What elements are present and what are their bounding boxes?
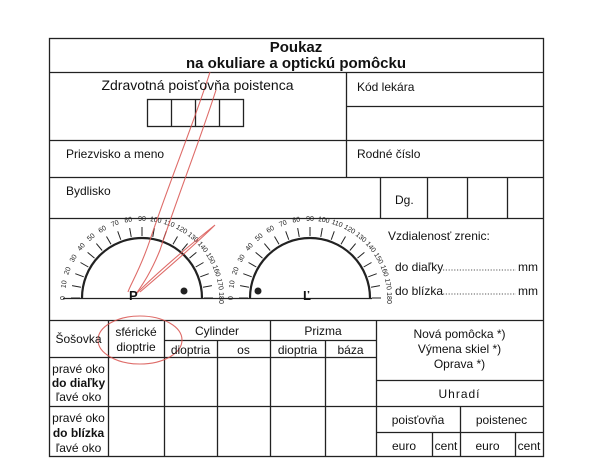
right-dial-label: 60 [265,224,276,235]
right-dial-label: 40 [244,242,255,253]
right-dial-tick [371,286,380,288]
left-dial-label: 30 [68,253,79,264]
near-left-eye-label: ľavé oko [55,441,102,455]
right-dial-label: 90 [306,215,314,223]
option-glass-change: Výmena skiel *) [417,342,502,356]
diagnosis-label: Dg. [395,193,414,207]
near-section-label: do blízka [52,426,105,440]
left-dial-tick [203,286,212,288]
left-dial-tick [189,252,196,258]
birth-number-label: Rodné číslo [357,147,421,161]
option-repair: Oprava *) [433,357,486,371]
right-dial-letter: Ľ [303,288,311,303]
right-dial-label: 180 [385,292,393,304]
insurer-cent-label: cent [434,439,458,453]
left-dial-label: 140 [195,240,209,255]
lens-label: Šošovka [55,332,102,346]
spherical-unit-label: dioptrie [116,340,156,354]
right-dial-tick [240,286,249,288]
cylinder-axis-label: os [237,343,250,357]
left-dial-label: 60 [97,224,108,235]
left-dial-tick [173,237,178,245]
left-dial-tick [88,252,95,258]
right-dial-label: 70 [278,219,288,229]
far-right-eye-label: pravé oko [52,362,105,376]
form-title: Poukaz [269,39,323,56]
left-dial-label: 160 [210,264,222,278]
insurer-euro-label: euro [391,439,417,453]
prism-base-label: báza [337,343,364,357]
right-dial-label: 170 [382,277,392,291]
cylinder-label: Cylinder [194,324,239,338]
left-dial-label: 80 [123,216,133,225]
right-dial-label: 80 [291,216,301,225]
prism-diopter-label: dioptria [277,343,318,357]
right-dial-label: 20 [231,266,241,276]
axis-dials [60,216,392,304]
right-dial-tick [341,237,346,245]
right-dial-tick [350,244,356,251]
payer-insured-label: poistenec [475,413,528,427]
left-dial-label: 120 [174,223,189,236]
cylinder-diopter-label: dioptria [170,343,211,357]
left-dial-tick [200,274,208,277]
left-dial-label: 70 [110,219,120,229]
right-dial-tick [264,244,270,251]
left-dial-label: 10 [60,279,69,289]
insured-euro-label: euro [475,439,500,453]
right-dial-tick [256,252,263,258]
near-distance-label: do blízka [395,284,444,298]
right-dial-label: 110 [330,218,344,230]
far-section-label: do diaľky [51,376,106,390]
right-dial-tick [275,237,280,245]
option-new-aid: Nová pomôcka *) [413,327,506,341]
payment-title: Uhradí [438,387,481,401]
right-dial-tick [249,263,257,268]
left-dial-label: 0 [59,296,67,300]
insured-cent-label: cent [517,439,541,453]
near-distance-unit: mm [518,284,538,298]
form-subtitle: na okuliare a optickú pomôcku [185,55,407,72]
left-dial-tick [107,237,112,245]
left-dial-label: 180 [217,292,225,304]
right-dial-tick [286,231,289,239]
left-dial-label: 40 [76,242,87,253]
right-dial-tick [243,274,251,277]
left-dial-label: 90 [138,215,146,223]
prism-label: Prizma [304,324,342,338]
pupil-distance-title: Vzdialenosť zrenic: [388,229,490,243]
left-dial-tick [96,244,102,251]
near-right-eye-label: pravé oko [52,411,105,425]
right-dial-tick [321,228,323,237]
left-dial-tick [81,263,89,268]
left-dial-label: 130 [185,231,200,245]
far-distance-label: do diaľky [395,260,444,274]
far-distance-unit: mm [518,260,538,274]
insurer-label: Zdravotná poisťovňa poistenca [101,77,294,93]
dial-pivot [181,288,188,295]
left-dial-tick [130,228,132,237]
right-dial-label: 50 [254,232,265,243]
left-dial-label: 110 [162,218,176,230]
right-dial-label: 150 [372,251,385,266]
left-dial-tick [118,231,121,239]
right-dial-label: 160 [378,264,390,278]
right-dial-label: 10 [228,279,237,289]
right-dial-tick [298,228,300,237]
dial-pivot [255,288,262,295]
right-dial-label: 0 [227,296,235,300]
far-left-eye-label: ľavé oko [55,390,102,404]
right-dial-label: 140 [363,240,377,255]
left-dial-label: 20 [63,266,73,276]
address-label: Bydlisko [66,184,111,198]
right-dial-label: 100 [317,216,331,226]
right-dial-label: 30 [236,253,247,264]
left-dial-label: 150 [204,251,217,266]
right-dial-tick [357,252,364,258]
left-dial-label: 170 [214,277,224,291]
right-dial-tick [368,274,376,277]
right-dial-tick [331,231,334,239]
spherical-label: sférické [115,325,157,339]
doctor-code-label: Kód lekára [357,80,415,94]
left-dial-label: 100 [149,216,163,226]
left-dial-tick [196,263,204,268]
right-dial-label: 120 [342,223,357,236]
left-dial-letter: P [129,288,138,303]
name-label: Priezvisko a meno [66,147,165,161]
left-dial-label: 50 [86,232,97,243]
left-dial-tick [72,286,81,288]
right-dial-label: 130 [353,231,368,245]
payer-insurer-label: poisťovňa [391,413,445,427]
left-dial-tick [75,274,83,277]
right-dial-tick [364,263,372,268]
